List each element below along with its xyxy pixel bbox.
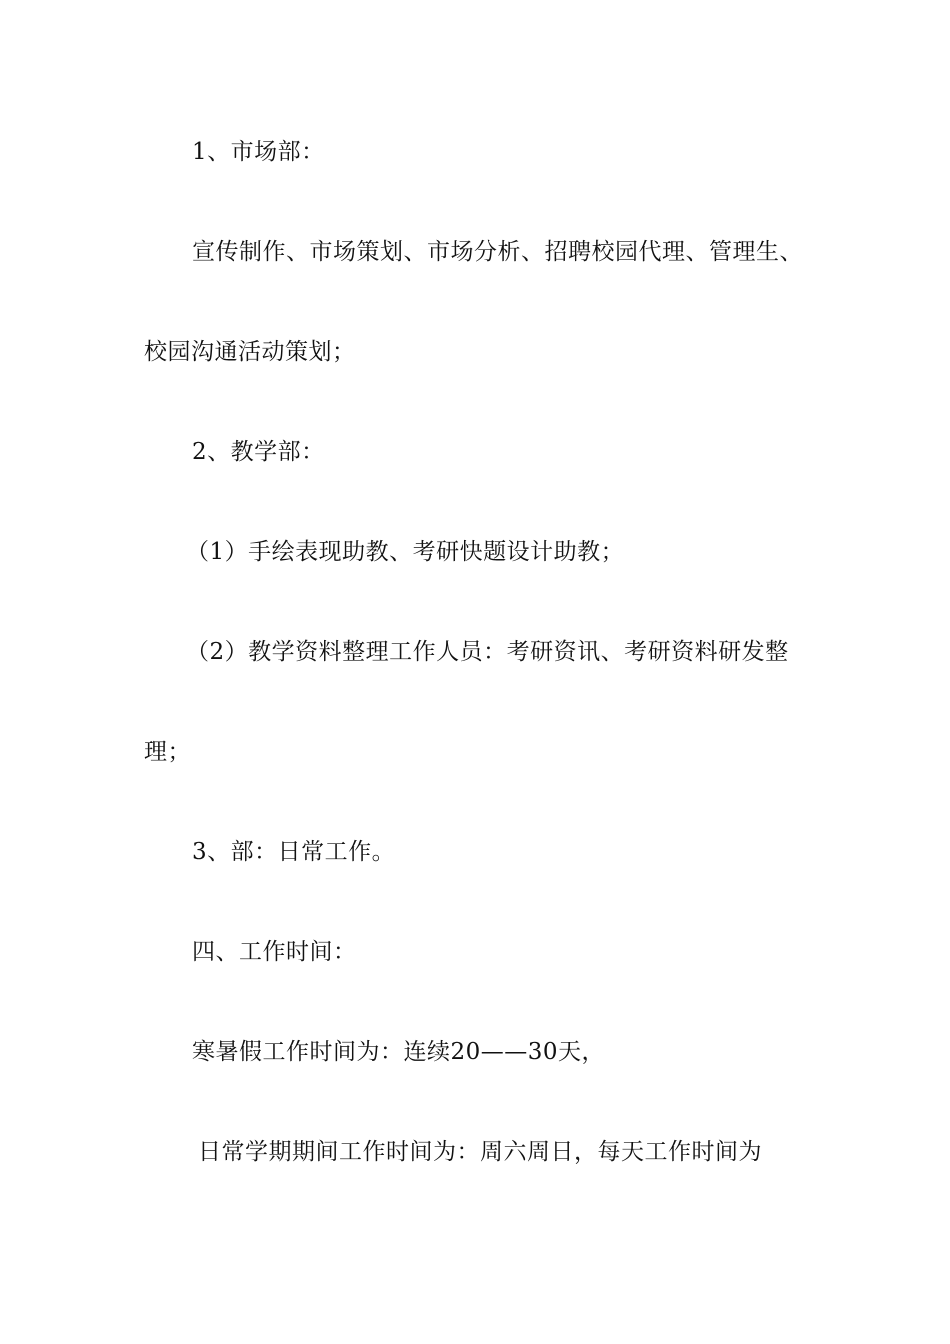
heading-dept-3: 3、部：日常工作。	[192, 839, 396, 865]
heading-marketing-dept: 1、市场部：	[192, 139, 325, 165]
heading-work-time: 四、工作时间：	[192, 939, 357, 965]
heading-teaching-dept: 2、教学部：	[192, 439, 325, 465]
paragraph-vacation-time: 寒暑假工作时间为：连续20——30天，	[192, 1039, 606, 1065]
list-item-teaching-1: （1）手绘表现助教、考研快题设计助教；	[186, 539, 625, 565]
paragraph-marketing-duties: 宣传制作、市场策划、市场分析、招聘校园代理、管理生、	[192, 239, 803, 265]
list-item-teaching-2: （2）教学资料整理工作人员：考研资讯、考研资料研发整	[186, 639, 789, 665]
paragraph-marketing-duties-cont: 校园沟通活动策划；	[144, 339, 356, 365]
list-item-teaching-2-cont: 理；	[144, 739, 191, 765]
paragraph-semester-time: 日常学期期间工作时间为：周六周日，每天工作时间为	[198, 1139, 762, 1165]
